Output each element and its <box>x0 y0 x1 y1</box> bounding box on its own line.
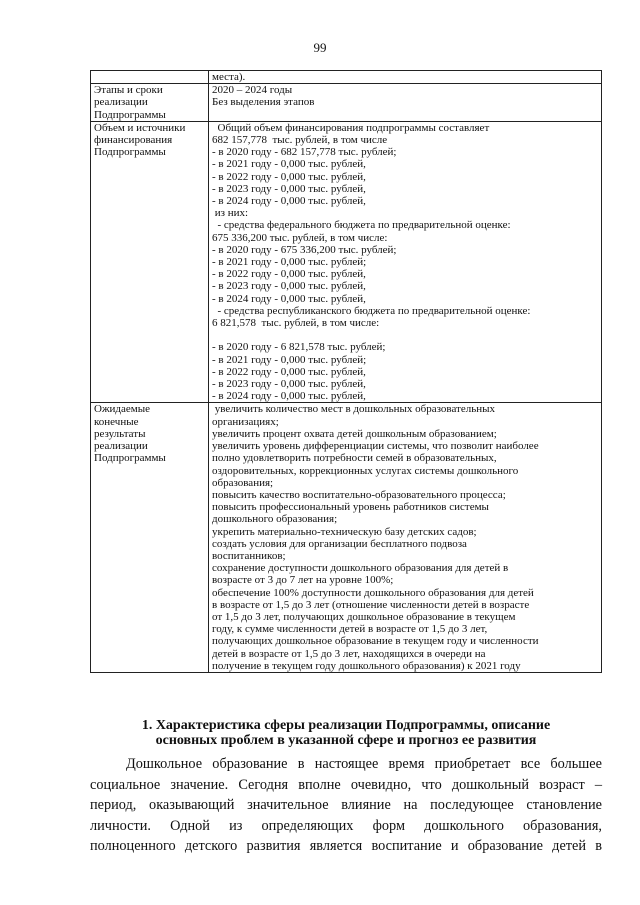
body-paragraph <box>90 754 602 857</box>
row-value-line: - средства республиканского бюджета по предварительной оценке: <box>212 304 531 317</box>
row-value-line: - в 2021 году - 0,000 тыс. рублей, <box>212 158 366 171</box>
paragraph-line: социальное значение. Сегодня вполне очевидно, что дошкольный возраст – <box>90 776 602 793</box>
row-value-line: - в 2023 году - 0,000 тыс. рублей, <box>212 280 366 293</box>
row-value-line: 675 336,200 тыс. рублей, в том числе: <box>212 231 388 244</box>
row-value-cell <box>209 403 602 672</box>
row-value-line: полно удовлетворить потребности семей в образовательных, <box>212 452 497 465</box>
row-value-line: образования; <box>212 476 274 489</box>
row-label-line: Этапы и сроки <box>94 84 163 97</box>
row-value-line: увеличить уровень дифференциации системы, что позволит наиболее <box>212 440 539 453</box>
row-value-line: - в 2022 году - 0,000 тыс. рублей, <box>212 170 366 183</box>
row-label-line: реализации <box>94 440 148 453</box>
paragraph-line: Дошкольное образование в настоящее время приобретает все большее <box>126 756 602 772</box>
paragraph-line: полноценного детского развития является воспитание и образование детей в <box>90 838 602 854</box>
table-row <box>91 121 602 403</box>
row-value-line: - в 2023 году - 0,000 тыс. рублей, <box>212 378 366 391</box>
row-value-line: Без выделения этапов <box>212 96 315 109</box>
row-label-line: Подпрограммы <box>94 108 166 121</box>
row-value-cell <box>209 121 602 403</box>
paragraph-line: период, оказывающий значительное влияние на последующее становление <box>90 797 602 813</box>
page-number: 99 <box>313 40 327 55</box>
table-row <box>91 84 602 122</box>
section-heading-line: основных проблем в указанной сфере и прогноз ее развития <box>155 733 537 748</box>
row-label-line: Объем и источники <box>94 121 186 134</box>
row-value-line: - в 2022 году - 0,000 тыс. рублей, <box>212 268 366 281</box>
row-value-line: укрепить материально-техническую базу детских садов; <box>212 525 477 538</box>
row-value-line: 682 157,778 тыс. рублей, в том числе <box>212 134 388 147</box>
row-label-line: финансирования <box>94 134 173 147</box>
row-value-line: организациях; <box>212 415 279 428</box>
row-value-line: повысить профессиональный уровень работников системы <box>212 501 489 514</box>
row-value-line: получение в текущем году дошкольного образования) к 2021 году <box>212 659 521 672</box>
row-value-line: воспитанников; <box>212 549 286 562</box>
row-label-cell <box>91 403 209 672</box>
row-value-line: дошкольного образования; <box>212 513 338 526</box>
row-label-line: Подпрограммы <box>94 452 166 465</box>
row-value-line: - в 2023 году - 0,000 тыс. рублей, <box>212 182 366 195</box>
row-value-line: 6 821,578 тыс. рублей, в том числе: <box>212 317 380 330</box>
row-value-line: 2020 – 2024 годы <box>212 84 293 97</box>
row-value-cell <box>209 84 602 122</box>
row-value-line: создать условия для организации бесплатного подвоза <box>212 537 467 550</box>
row-value-line: году, к сумме численности детей в возрасте от 1,5 до 3 лет, <box>212 623 488 636</box>
row-value-line: - в 2020 году - 675 336,200 тыс. рублей; <box>212 243 397 256</box>
row-value-line: оздоровительных, коррекционных услугах системы дошкольного <box>212 464 519 477</box>
table-row <box>91 403 602 672</box>
row-value-line: - средства федерального бюджета по предварительной оценке: <box>212 219 511 232</box>
row-value-line: обеспечение 100% доступности дошкольного образования для детей <box>212 586 534 599</box>
row-label-cell <box>91 84 209 122</box>
row-value-line: получающих дошкольное образование в текущем году и численности <box>212 635 539 648</box>
row-value-line: - в 2022 году - 0,000 тыс. рублей, <box>212 365 366 378</box>
section-heading <box>90 718 602 748</box>
row-value-line: из них: <box>212 207 249 220</box>
row-value-cell <box>209 71 602 84</box>
row-value-line: - в 2020 году - 6 821,578 тыс. рублей; <box>212 341 386 354</box>
row-value-line: - в 2021 году - 0,000 тыс. рублей; <box>212 353 367 366</box>
row-label-line: конечные <box>94 415 139 428</box>
row-label-cell <box>91 121 209 403</box>
row-value-line: - в 2021 году - 0,000 тыс. рублей; <box>212 256 367 269</box>
row-value-line: места). <box>212 71 246 83</box>
section-heading-line: 1. Характеристика сферы реализации Подпрограммы, описание <box>141 718 551 733</box>
row-value-line: Общий объем финансирования подпрограммы составляет <box>212 121 490 134</box>
row-label-line: результаты <box>94 427 146 440</box>
row-value-line: - в 2020 году - 682 157,778 тыс. рублей; <box>212 146 397 159</box>
row-label-line: Подпрограммы <box>94 146 166 159</box>
row-value-line: - в 2024 году - 0,000 тыс. рублей, <box>212 195 366 208</box>
row-value-line: от 1,5 до 3 лет, получающих дошкольное образование в текущем <box>212 610 516 623</box>
row-value-line: в возрасте от 1,5 до 3 лет (отношение численности детей в возрасте <box>212 598 530 611</box>
row-value-line: повысить качество воспитательно-образовательного процесса; <box>212 488 506 501</box>
row-value-line: сохранение доступности дошкольного образования для детей в <box>212 562 509 575</box>
row-value-line: возрасте от 3 до 7 лет на уровне 100%; <box>212 574 394 587</box>
row-value-line: увеличить процент охвата детей дошкольным образованием; <box>212 427 497 440</box>
row-value-line <box>212 329 598 341</box>
row-value-line: - в 2024 году - 0,000 тыс. рублей, <box>212 292 366 305</box>
passport-table-body <box>91 71 602 673</box>
row-label-line: реализации <box>94 96 148 109</box>
row-value-line: увеличить количество мест в дошкольных образовательных <box>212 403 496 416</box>
row-value-line: детей в возрасте от 1,5 до 3 лет, находящихся в очереди на <box>212 647 486 660</box>
table-row <box>91 71 602 84</box>
row-value-line: - в 2024 году - 0,000 тыс. рублей, <box>212 390 366 403</box>
row-label-cell <box>91 71 209 84</box>
row-label-line: Ожидаемые <box>94 403 151 416</box>
passport-table <box>90 70 602 673</box>
paragraph-line: личности. Одной из определяющих форм дошкольного образования, <box>90 817 602 834</box>
